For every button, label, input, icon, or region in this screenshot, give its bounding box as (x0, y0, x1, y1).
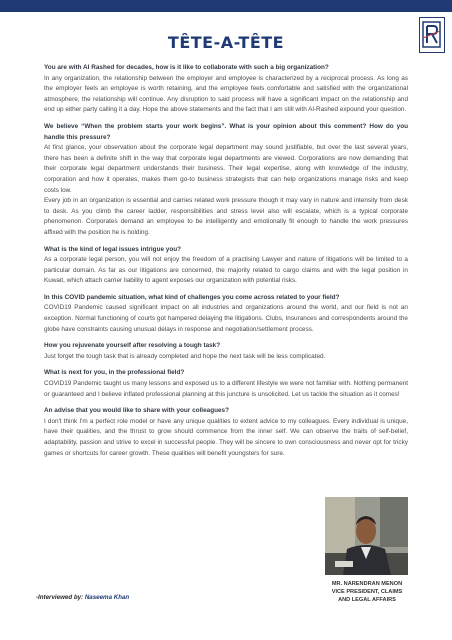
answer: As a corporate legal person, you will not enjoy the freedom of a practising Lawyer and nature of litigations will be limited to a particular domain. As far as our litigations are concerned, the majority related to cargo claims and with the legal position in Kuwait, which attach carrier liability to agent exposes our organization with potential risks. (44, 256, 408, 285)
page-title: TÊTE-A-TÊTE (167, 33, 285, 52)
qa-block (44, 341, 408, 362)
answer: Every job in an organization is essential and carries related work pressure though it may vary in nature and intensity from desk to desk. As you climb the career ladder, responsibilities and stress level also will escalate, which is a typical corporate phenomenon. Corporates demand an employee to be intelligently and emotionally fit enough to handle the work pressures affixed with the position he is holding. (44, 197, 408, 236)
question: In this COVID pandemic situation, what kind of challenges you come across related to your field? (44, 293, 340, 301)
question: You are with Al Rashed for decades, how is it like to collaborate with such a big organization? (44, 64, 329, 71)
answer: Just forget the tough task that is already completed and hope the next task will be less complicated. (44, 352, 326, 360)
question: We believe “When the problem starts your work begins”. What is your opinion about this comment? How do you handle this pressure? (44, 122, 408, 141)
answer: In any organization, the relationship between the employer and employee is characterized by a reciprocal process. As long as the employer feels an employee is worth retaining, and the employee feels comfortable and satisfied with the organizational atmosphere, the relationship will continue. Any disruption to said process will have a significant impact on the relationship and end up either party calling it a day. Hope the above statements and the fact that I am still with Al-Rashed expound your question. (44, 74, 408, 114)
profile-title: AND LEGAL AFFAIRS (338, 597, 396, 603)
profile-title: VICE PRESIDENT, CLAIMS (331, 589, 403, 595)
qa-block (44, 245, 408, 287)
qa-block (44, 122, 408, 239)
answer: COVID19 Pandemic taught us many lessons and exposed us to a different lifestyle we were not familiar with. Nothing permanent or guaranteed and I believe inflated professional planning at this juncture is unsolicited. Let us tackle the situation as it comes! (44, 380, 408, 398)
question: An advise that you would like to share with your colleagues? (44, 407, 230, 415)
answer: COVID19 Pandemic caused significant impact on all industries and organizations around the world, and our field is not an exception. Normal functioning of courts got hampered delaying the litigations. Clubs, Insurances and correspondents around the globe have constraints causing unusual delays in response and negotiation/settlement process. (44, 304, 408, 333)
interview-body (44, 63, 408, 465)
interview-credit (36, 594, 129, 601)
answer: I don't think I'm a perfect role model or have any unique qualities to extent advice to my colleagues. Every individual is unique, have their qualities, and the thrust to grow should commence from the inner self. We can observe the traits of self-belief, adaptability, passion and strive to excel in successful people. They will be sincere to own consciousness and never opt for tricky games or shortcuts for career growth. These qualities will benefit youngsters for sure. (44, 417, 408, 457)
qa-block (44, 368, 408, 400)
credit-label: -Interviewed by: (36, 594, 85, 601)
qa-block (44, 406, 408, 459)
question: How you rejuvenate yourself after resolving a tough task? (44, 342, 221, 350)
profile-photo (325, 497, 408, 575)
top-color-band (0, 0, 452, 12)
profile-name: MR. NARENDRAN MENON (331, 581, 403, 587)
qa-block (44, 293, 408, 335)
profile-caption (318, 580, 416, 604)
question: What is the kind of legal issues intrigue you? (44, 245, 182, 253)
interviewer-name: Naseema Khan (84, 594, 130, 601)
qa-block (44, 63, 408, 116)
question: What is next for you, in the professional field? (44, 369, 185, 377)
answer: At first glance, your observation about the corporate legal department may sound justifiable, but over the last several years, there has been a definite shift in the way that corporate legal departments are viewed. Corporations are now demanding that their corporate legal department understands their business. Their legal expertise, along with knowledge of the industry, corporation and how it operates, makes them go-to business strategists that can help organizations manage risks and keep costs low. (44, 144, 408, 194)
